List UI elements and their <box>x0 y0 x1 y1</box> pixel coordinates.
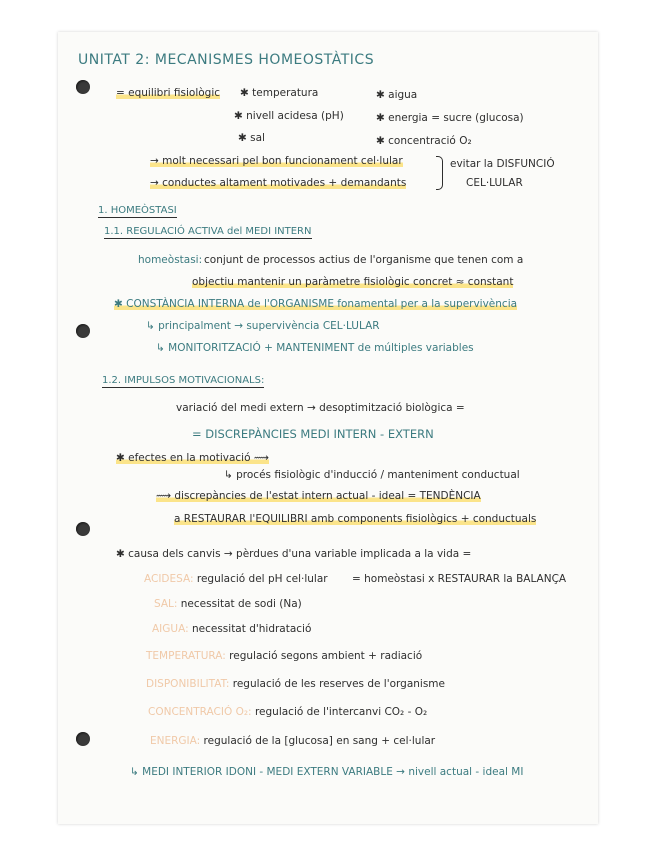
definition-text: conjunt de processos actius de l'organisme que tenen com a <box>204 254 524 266</box>
arrow-line: → molt necessari pel bon funcionament cel·lular <box>150 155 403 167</box>
notebook-page <box>58 32 598 824</box>
cause-row: TEMPERATURA: regulació segons ambient + radiació <box>146 650 423 662</box>
intro-item: ✱ concentració O₂ <box>376 135 472 147</box>
section-heading: 1.2. IMPULSOS MOTIVACIONALS: <box>102 375 265 386</box>
brace <box>436 156 443 190</box>
proces-text: ↳ procés fisiològic d'inducció / manteniment conductual <box>224 469 520 481</box>
cause-row: ACIDESA: regulació del pH cel·lular <box>144 573 328 585</box>
definition-term: homeòstasi: <box>138 254 203 266</box>
constancia-text: ✱ CONSTÀNCIA INTERNA de l'ORGANISME fonamental per a la supervivència <box>114 298 518 310</box>
cause-row: DISPONIBILITAT: regulació de les reserves de l'organisme <box>146 678 445 690</box>
efectes-text: ✱ efectes en la motivació ⟿ <box>116 452 269 464</box>
discrepancies-text: = DISCREPÀNCIES MEDI INTERN - EXTERN <box>192 427 434 441</box>
intro-item: ✱ sal <box>238 132 265 144</box>
cause-extra: = homeòstasi x RESTAURAR la BALANÇA <box>352 573 567 585</box>
discrepancies-line: a RESTAURAR l'EQUILIBRI amb components fisiològics + conductuals <box>174 513 537 525</box>
variacio-text: variació del medi extern → desoptimització biològica = <box>176 402 465 414</box>
binder-hole <box>76 732 90 746</box>
binder-hole <box>76 80 90 94</box>
cause-row: AIGUA: necessitat d'hidratació <box>152 623 312 635</box>
binder-hole <box>76 522 90 536</box>
arrow-line: → conductes altament motivades + demandants <box>150 177 407 189</box>
intro-item: ✱ nivell acidesa (pH) <box>234 110 344 122</box>
evitar-text: CEL·LULAR <box>466 177 523 189</box>
intro-item: ✱ temperatura <box>240 87 319 99</box>
section-heading: 1. HOMEÒSTASI <box>98 205 177 216</box>
intro-item: ✱ energia = sucre (glucosa) <box>376 112 524 124</box>
sub-point: ↳ principalment → supervivència CEL·LULAR <box>146 320 380 332</box>
cause-row: SAL: necessitat de sodi (Na) <box>154 598 302 610</box>
subsection-heading: 1.1. REGULACIÓ ACTIVA del MEDI INTERN <box>104 226 312 237</box>
evitar-text: evitar la DISFUNCIÓ <box>450 158 555 170</box>
final-line: ↳ MEDI INTERIOR IDONI - MEDI EXTERN VARIABLE → nivell actual - ideal MI <box>130 766 524 778</box>
binder-hole <box>76 324 90 338</box>
equilibri-text: = equilibri fisiològic <box>116 87 221 99</box>
sub-point: ↳ MONITORITZACIÓ + MANTENIMENT de múltiples variables <box>156 342 474 354</box>
cause-row: ENERGIA: regulació de la [glucosa] en sang + cel·lular <box>150 735 436 747</box>
page-title: UNITAT 2: MECANISMES HOMEOSTÀTICS <box>78 52 375 68</box>
cause-row: CONCENTRACIÓ O₂: regulació de l'intercanvi CO₂ - O₂ <box>148 706 428 718</box>
definition-text: objectiu mantenir un paràmetre fisiològic concret ≈ constant <box>192 276 514 288</box>
discrepancies-line: ⟿ discrepàncies de l'estat intern actual - ideal = TENDÈNCIA <box>156 490 481 502</box>
intro-item: ✱ aigua <box>376 89 418 101</box>
causa-text: ✱ causa dels canvis → pèrdues d'una variable implicada a la vida = <box>116 548 472 560</box>
